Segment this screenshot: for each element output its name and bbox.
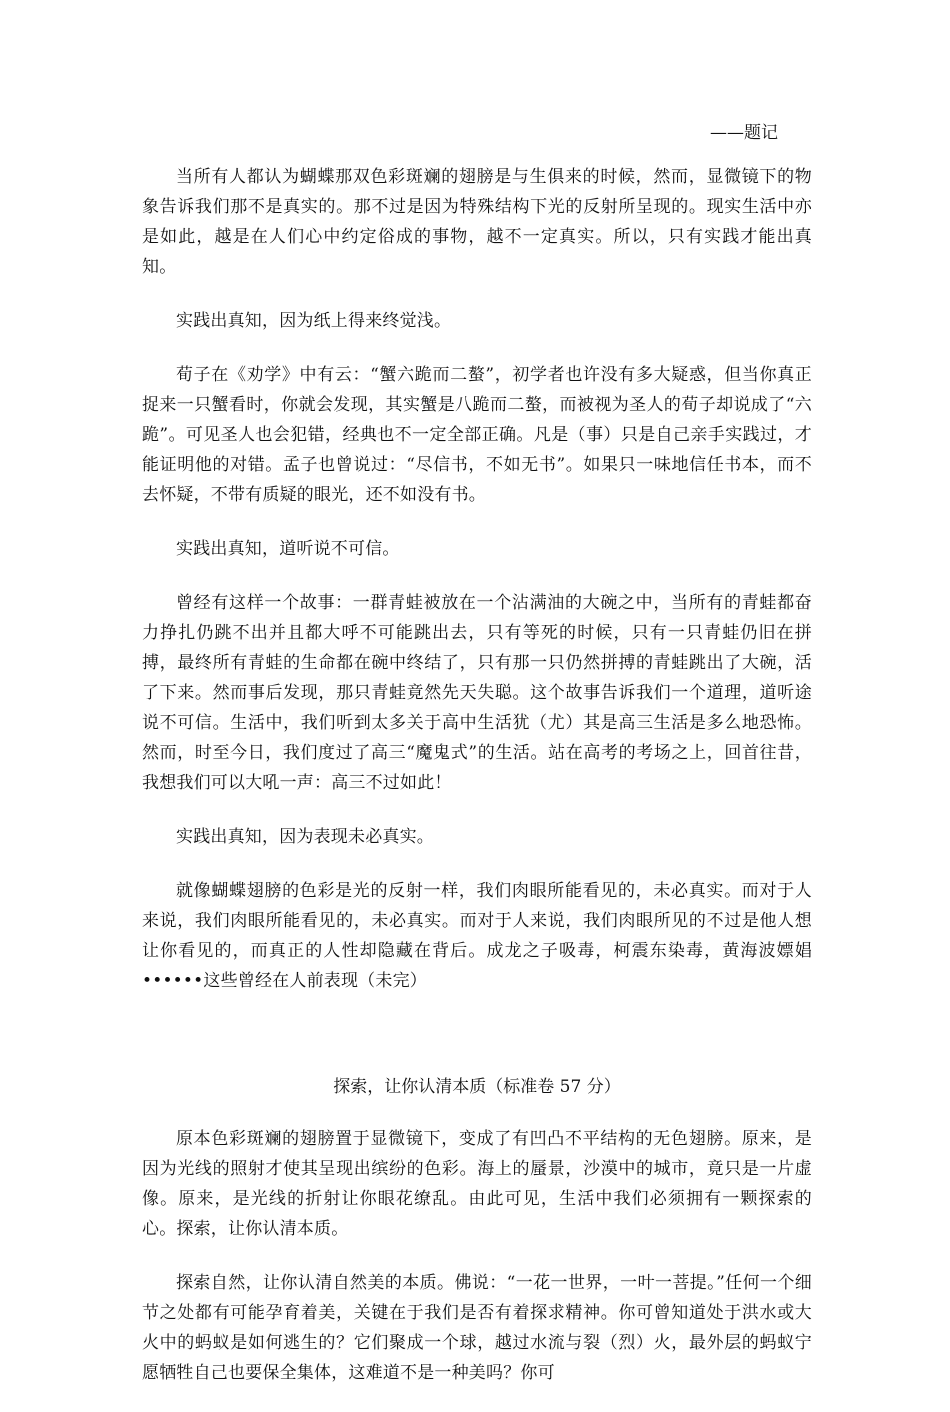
section-spacer (142, 1020, 812, 1072)
document-page (142, 118, 812, 1412)
essay2-paragraph-1: 原本色彩斑斓的翅膀置于显微镜下，变成了有凹凸不平结构的无色翅膀。原来，是因为光线的照射才使其呈现出缤纷的色彩。海上的蜃景，沙漠中的城市，竟只是一片虚像。原来，是光线的折射让你眼花缭乱。由此可见，生活中我们必须拥有一颗探索的心。探索，让你认清本质。 (142, 1129, 812, 1239)
essay-explore (142, 1072, 812, 1388)
essay1-paragraph-7: 就像蝴蝶翅膀的色彩是光的反射一样，我们肉眼所能看见的，未必真实。而对于人来说，我们肉眼所能看见的，未必真实。而对于人来说，我们肉眼所见的不过是他人想让你看见的，而真正的人性却隐藏在背后。成龙之子吸毒，柯震东染毒，黄海波嫖娼••••••这些曾经在人前表现（未完） (142, 881, 812, 991)
essay1-paragraph-1: 当所有人都认为蝴蝶那双色彩斑斓的翅膀是与生俱来的时候，然而，显微镜下的物象告诉我们那不是真实的。那不过是因为特殊结构下光的反射所呈现的。现实生活中亦是如此，越是在人们心中约定俗成的事物，越不一定真实。所以，只有实践才能出真知。 (142, 167, 812, 277)
essay1-paragraph-2: 实践出真知，因为纸上得来终觉浅。 (176, 311, 452, 331)
essay1-paragraph-4: 实践出真知，道听说不可信。 (176, 539, 400, 559)
essay-practice (142, 162, 812, 996)
essay1-paragraph-5: 曾经有这样一个故事：一群青蛙被放在一个沾满油的大碗之中，当所有的青蛙都奋力挣扎仍跳不出并且都大呼不可能跳出去，只有等死的时候，只有一只青蛙仍旧在拼搏，最终所有青蛙的生命都在碗中终结了，只有那一只仍然拼搏的青蛙跳出了大碗，活了下来。然而事后发现，那只青蛙竟然先天失聪。这个故事告诉我们一个道理，道听途说不可信。生活中，我们听到太多关于高中生活犹（尤）其是高三生活是多么地恐怖。然而，时至今日，我们度过了高三“魔鬼式”的生活。站在高考的考场之上，回首往昔，我想我们可以大吼一声：高三不过如此！ (142, 593, 812, 793)
essay1-paragraph-6: 实践出真知，因为表现未必真实。 (176, 827, 434, 847)
essay2-title: 探索，让你认清本质（标准卷 57 分） (333, 1077, 621, 1097)
epigraph-attribution: ——题记 (710, 123, 778, 143)
essay1-paragraph-3: 荀子在《劝学》中有云：“蟹六跪而二螯”，初学者也许没有多大疑惑，但当你真正捉来一只蟹看时，你就会发现，其实蟹是八跪而二螯，而被视为圣人的荀子却说成了“六跪”。可见圣人也会犯错，经典也不一定全部正确。凡是（事）只是自己亲手实践过，才能证明他的对错。孟子也曾说过：“尽信书，不如无书”。如果只一味地信任书本，而不去怀疑，不带有质疑的眼光，还不如没有书。 (142, 365, 812, 505)
essay2-paragraph-2: 探索自然，让你认清自然美的本质。佛说：“一花一世界，一叶一菩提。”任何一个细节之处都有可能孕育着美，关键在于我们是否有着探求精神。你可曾知道处于洪水或大火中的蚂蚁是如何逃生的？它们聚成一个球，越过水流与裂（烈）火，最外层的蚂蚁宁愿牺牲自己也要保全集体，这难道不是一种美吗？你可 (142, 1273, 812, 1383)
